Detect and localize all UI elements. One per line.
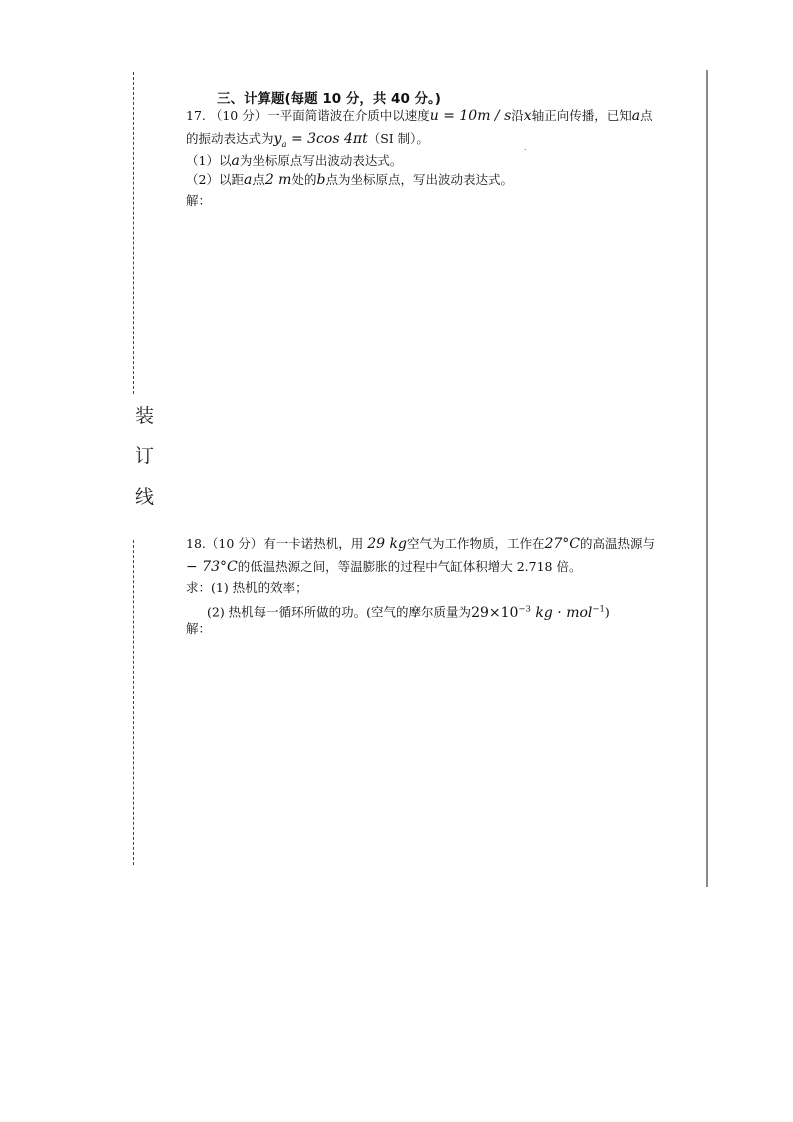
q17-text: 点 — [252, 172, 265, 187]
q18-text: 空气为工作物质，工作在 — [406, 536, 545, 551]
page-right-border — [706, 70, 708, 887]
q17-ya-math: $y_a = 3\cos$ 4πt — [273, 131, 368, 150]
q17-x-var: x — [523, 108, 532, 124]
q17-a-var: a — [631, 108, 641, 124]
q18-text: 18.（10 分）有一卡诺热机，用 — [186, 536, 364, 551]
q17-text: （2）以距 — [186, 172, 244, 187]
q18-answer-label: 解： — [186, 621, 212, 636]
q17-b-var: b — [316, 172, 326, 188]
q17-text: 点 — [640, 108, 653, 123]
q17-text: 轴正向传播，已知 — [531, 108, 632, 123]
binding-char-ding: 订 — [135, 445, 155, 467]
q17-text: 点为坐标原点，写出波动表达式。 — [325, 172, 513, 187]
binding-dashed-line-bottom — [133, 540, 134, 865]
q18-low-temp-math: − 73°C — [186, 559, 238, 575]
stray-dot: . — [524, 143, 527, 152]
q18-high-temp-math: 27°C — [544, 536, 581, 552]
q17-text: 17. （10 分）一平面简谐波在介质中以速度 — [186, 108, 430, 123]
q17-text: 沿 — [511, 108, 524, 123]
binding-char-zhuang: 装 — [135, 405, 155, 427]
q17-text: 的振动表达式为 — [186, 131, 274, 146]
q17-a-var: a — [243, 172, 253, 188]
q17-distance-math: 2 m — [264, 172, 292, 188]
q17-item-2 — [186, 172, 513, 188]
q17-text: （1）以 — [186, 153, 232, 168]
q17-a-var: a — [231, 153, 240, 169]
q18-text: ) — [604, 604, 610, 620]
binding-dashed-line-top — [133, 72, 134, 394]
q18-mass-math: 29 kg — [367, 536, 407, 552]
q18-line-3: 求：(1) 热机的效率； — [186, 580, 308, 595]
q17-text: 处的 — [291, 172, 317, 187]
q18-line-1 — [186, 536, 655, 552]
q18-text: 的低温热源之间，等温膨胀的过程中气缸体积增大 2.718 倍。 — [237, 559, 582, 574]
q17-answer-label: 解： — [186, 193, 212, 208]
q18-text: 的高温热源与 — [580, 536, 656, 551]
q18-text: (2) 热机每一循环所做的功。(空气的摩尔质量为 — [207, 604, 472, 620]
q17-item-1 — [186, 153, 402, 169]
q17-line-1 — [186, 108, 653, 124]
q18-line-2 — [186, 559, 581, 575]
section-heading: 三、计算题(每题 10 分，共 40 分。) — [217, 91, 441, 107]
q17-velocity-math: u = 10m / s — [429, 108, 512, 124]
q17-text: （SI 制）。 — [367, 131, 429, 146]
q17-text: 为坐标原点写出波动表达式。 — [239, 153, 403, 168]
q18-line-4 — [207, 601, 610, 621]
q17-line-2 — [186, 131, 429, 153]
q18-molar-mass-math: $29\times 10^{-3}$ kg · mol$^{-1}$ — [471, 604, 605, 621]
binding-char-xian: 线 — [135, 486, 155, 508]
